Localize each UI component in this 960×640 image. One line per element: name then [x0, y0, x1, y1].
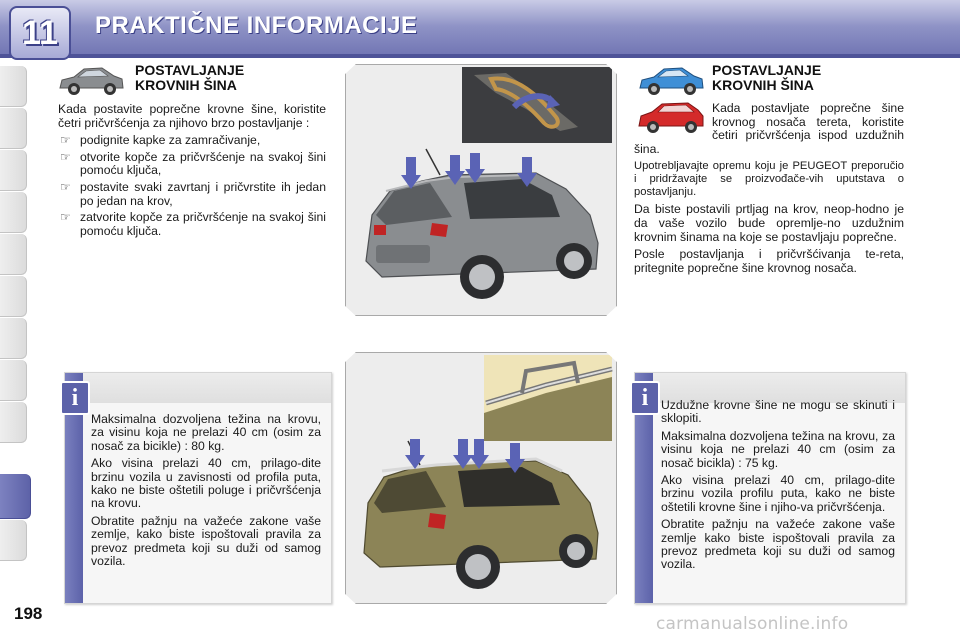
intro-text: Kada postavite poprečne krovne šine, koristite četri pričvršćenja za njihovo brzo postavljanje : — [58, 102, 326, 130]
info-text — [91, 413, 321, 572]
info-para: Obratite pažnju na važeće zakone vaše zemlje kako biste ispoštovali pravila za prevoz predmeta koji su duži od samog vozila. — [661, 517, 895, 572]
chapter-number-badge: 11 — [9, 6, 71, 60]
info-para: Ako visina prelazi 40 cm, prilago-dite brzinu vozila u zavisnosti od profila puta, kako ne biste oštetili poluge i pričvršćenja na krovu. — [91, 456, 321, 511]
car-blue-thumbnail — [636, 64, 706, 98]
info-text — [661, 399, 895, 576]
pointing-hand-icon: ☞ — [60, 210, 71, 225]
chapter-tab[interactable] — [0, 150, 27, 191]
info-box-right — [634, 372, 906, 604]
right-para-4: Posle postavljanja i pričvršćivanja te-reta, pritegnite poprečne šine krovnog nosača. — [634, 247, 904, 275]
thumb-spacer — [634, 102, 712, 142]
list-item — [58, 211, 326, 238]
chapter-tab[interactable] — [0, 402, 27, 443]
info-box-left — [64, 372, 332, 604]
left-section-heading — [135, 63, 295, 93]
chapter-tab[interactable] — [0, 66, 27, 107]
hatchback-roof-illustration — [345, 64, 617, 316]
right-para-3: Da biste postavili prtljag na krov, neop-hodno je da vaše vozilo bude opremlje-no uzdužnim krovnim šinama na koje se postavljaju poprečne. — [634, 202, 904, 244]
step-text: otvorite kopče za pričvršćenje na svakoj šini pomoću ključa, — [80, 149, 326, 178]
car-hatchback-thumbnail — [56, 64, 126, 98]
step-text: podignite kapke za zamračivanje, — [80, 133, 261, 148]
chapter-tab[interactable] — [0, 192, 27, 233]
chapter-tab[interactable] — [0, 520, 27, 561]
left-instructions — [58, 103, 326, 241]
info-para: Obratite pažnju na važeće zakone vaše zemlje, kako biste ispoštovali pravila za prevoz predmeta koji su duži od samog vozila. — [91, 513, 321, 569]
info-para: Ako visina prelazi 40 cm, prilago-dite brzinu vozila profilu puta, kako ne biste oštetili krovne šine i njiho-va pričvršćenja. — [661, 473, 895, 514]
info-para: Maksimalna dozvoljena težina na krovu, za visinu koja ne prelazi 40 cm (osim za nosač bicikla) : 75 kg. — [661, 428, 895, 470]
list-item — [58, 134, 326, 148]
page-title: PRAKTIČNE INFORMACIJE — [95, 12, 418, 39]
step-text: zatvorite kopče za pričvršćenje na svakoj šini pomoću ključa. — [80, 210, 326, 238]
right-para-1: Kada postavljate poprečne šine krovnog nosača tereta, koristite četiri pričvršćenja ispod uzdužnih šina. — [634, 101, 904, 156]
info-para: Maksimalna dozvoljena težina na krovu, za visinu koja ne prelazi 40 cm (osim za nosač za bicikle) : 80 kg. — [91, 412, 321, 453]
chapter-tab[interactable] — [0, 276, 27, 317]
info-para: Uzdužne krovne šine ne mogu se skinuti i sklopiti. — [661, 398, 895, 426]
info-header — [83, 373, 331, 403]
chapter-tab[interactable] — [0, 360, 27, 401]
pointing-hand-icon: ☞ — [60, 133, 71, 148]
list-item — [58, 181, 326, 208]
section-title: POSTAVLJANJE — [712, 62, 822, 78]
right-section-heading — [712, 63, 902, 93]
watermark: carmanualsonline.info — [656, 614, 849, 634]
list-item — [58, 151, 326, 178]
step-text: postavite svaki zavrtanj i pričvrstite ih jedan po jedan na krov, — [80, 179, 326, 208]
section-title: KROVNIH ŠINA — [712, 77, 814, 93]
chapter-tab-active[interactable] — [0, 474, 31, 519]
steps-list — [58, 134, 326, 238]
section-title: POSTAVLJANJE — [135, 62, 245, 78]
pointing-hand-icon: ☞ — [60, 179, 71, 194]
section-title: KROVNIH ŠINA — [135, 77, 237, 93]
chapter-tab[interactable] — [0, 234, 27, 275]
chapter-tab[interactable] — [0, 108, 27, 149]
info-icon: i — [630, 381, 660, 415]
page-number: 198 — [14, 604, 43, 623]
right-instructions — [634, 102, 904, 279]
chapter-tab[interactable] — [0, 318, 27, 359]
right-para-2: Upotrebljavajte opremu koju je PEUGEOT preporučio i pridržavajte se proizvođače-vih uputstava o postavljanju. — [634, 160, 904, 199]
estate-roof-rails-illustration — [345, 352, 617, 604]
pointing-hand-icon: ☞ — [60, 149, 71, 164]
info-icon: i — [60, 381, 90, 415]
